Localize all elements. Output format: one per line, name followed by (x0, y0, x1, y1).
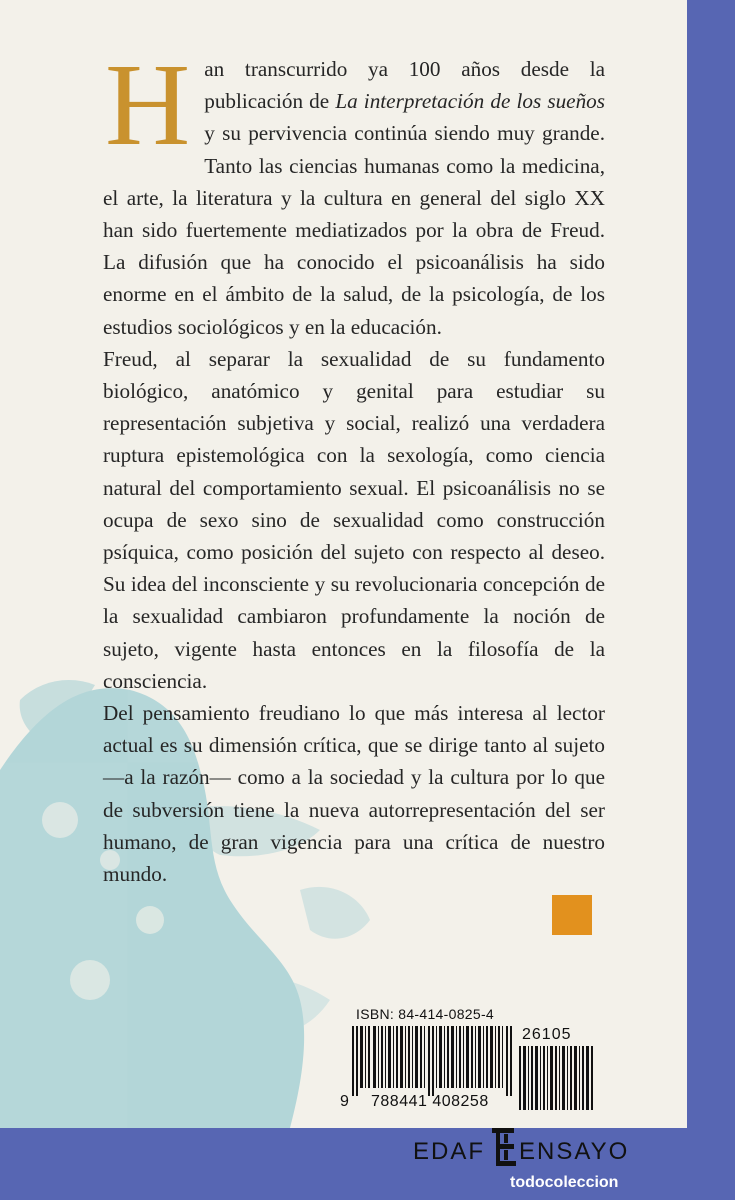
orange-square-icon (552, 895, 592, 935)
paragraph-1 (103, 39, 605, 343)
edaf-e-logo-icon (490, 1126, 518, 1168)
book-title-italic: La interpretación de los sueños (335, 89, 605, 114)
addon-barcode (519, 1046, 595, 1110)
back-cover-text (103, 39, 605, 890)
ean-digits: 788441 408258 (371, 1093, 489, 1110)
ean-barcode (352, 1026, 517, 1096)
publisher-name: EDAF (413, 1138, 486, 1165)
addon-code: 26105 (522, 1026, 572, 1043)
paragraph-2: Freud, al separar la sexualidad de su fundamento biológico, anatómico y genital para estudiar su representación subjetiva y social, realizó una verdadera ruptura epistemológica con la sexología, como ciencia natural del comportamiento sexual. El psicoanálisis no se ocupa de sexo sino de sexualidad como construcción psíquica, como posición del sujeto con respecto al deseo. Su idea del inconsciente y su revolucionaria concepción de la sexualidad cambiaron profundamente la noción de sujeto, vigente hasta entonces en la filosofía de la consciencia. (103, 346, 605, 693)
drop-cap-letter: H (105, 39, 191, 170)
barcode-block (340, 1006, 602, 1124)
watermark-text: todocoleccion (510, 1174, 619, 1191)
collection-name: ENSAYO (519, 1138, 630, 1165)
paragraph-1-lead: an transcurrido ya 100 años desde la publicación de (204, 57, 605, 114)
isbn-label: ISBN: 84-414-0825-4 (356, 1006, 495, 1022)
ean-first-digit: 9 (340, 1093, 349, 1110)
paragraph-3: Del pensamiento freudiano lo que más interesa al lector actual es su dimensión crítica, que se dirige tanto al sujeto —a la razón— como a la sociedad y la cultura por lo que de subversión tiene la nueva autorrepresentación del ser humano, de gran vigencia para una crítica de nuestro mundo. (103, 701, 605, 887)
paragraph-1-body: y su pervivencia continúa siendo muy grande. Tanto las ciencias humanas como la medicina, el arte, la literatura y la cultura en general del siglo XX han sido fuertemente mediatizados por la obra de Freud. La difusión que ha conocido el psicoanálisis ha sido enorme en el ámbito de la salud, de la psicología, de los estudios sociológicos y en la educación. (103, 121, 605, 339)
